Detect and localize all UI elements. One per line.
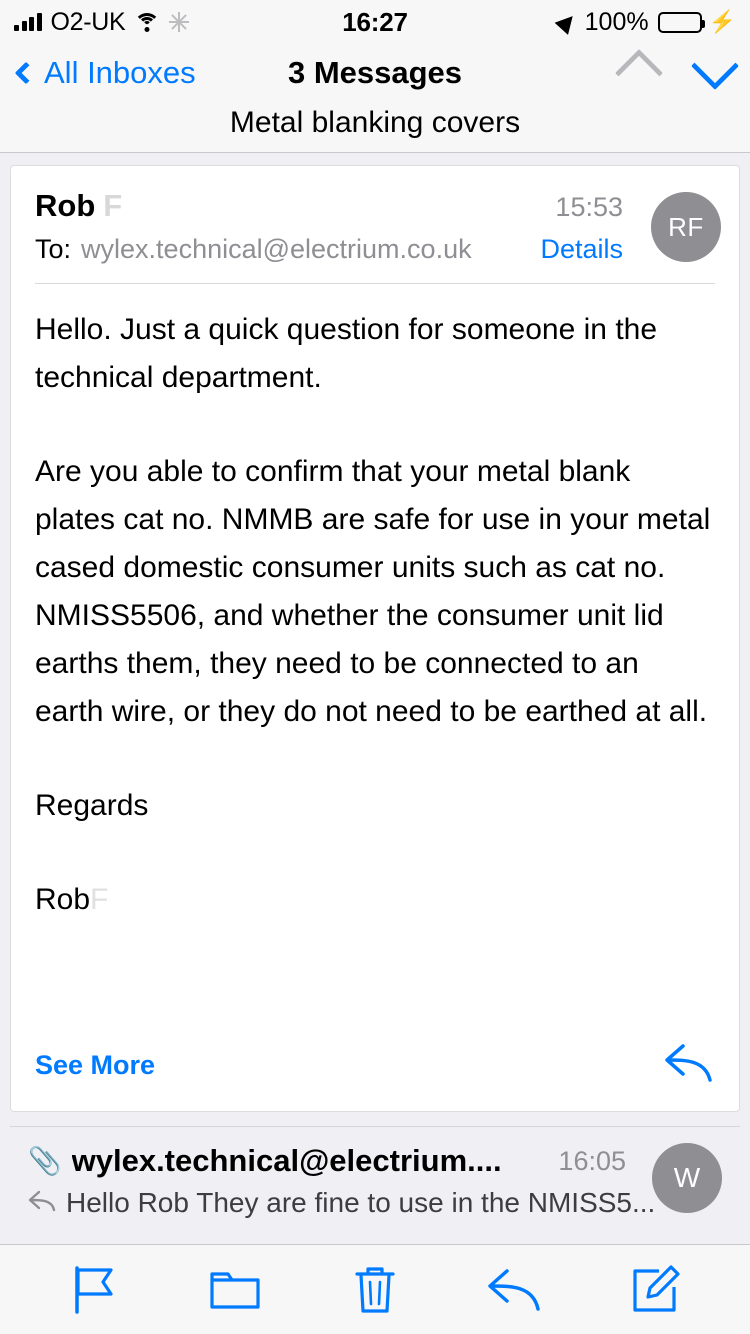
folder-icon[interactable] — [203, 1258, 267, 1322]
message-card[interactable] — [10, 165, 740, 1112]
page-title: 3 Messages — [287, 55, 463, 90]
signature-redacted: F — [90, 883, 109, 916]
status-bar — [0, 0, 750, 44]
signature-name: Rob — [35, 883, 91, 916]
recipient-row — [35, 234, 715, 283]
to-label: To: — [35, 234, 72, 264]
reply-icon[interactable] — [483, 1258, 547, 1322]
preview-sender: wylex.technical@electrium.... — [71, 1143, 502, 1178]
preview-header-row — [28, 1143, 722, 1179]
status-bar-clock: 16:27 — [342, 6, 408, 37]
sender-row — [35, 188, 715, 224]
message-header — [11, 166, 739, 283]
details-link[interactable]: Details — [540, 234, 623, 264]
sender-name: Rob — [35, 188, 96, 223]
to-address: wylex.technical@electrium.co.uk — [81, 234, 472, 264]
thread-subject: Metal blanking covers — [229, 106, 521, 139]
replied-arrow-icon — [28, 1190, 56, 1217]
previous-message-chevron-up-icon[interactable] — [615, 49, 663, 97]
trash-icon[interactable] — [343, 1258, 407, 1322]
next-message-preview[interactable] — [10, 1126, 740, 1219]
message-list — [0, 153, 750, 1244]
compose-icon[interactable] — [624, 1258, 688, 1322]
preview-body-row — [28, 1187, 722, 1219]
message-paragraph: Hello. Just a quick question for someone in the technical department. — [35, 313, 658, 394]
battery-icon — [658, 12, 702, 33]
message-navigation-arrows — [622, 56, 732, 90]
preview-snippet: Hello Rob They are fine to use in the NMISS5... — [66, 1187, 656, 1218]
sender-name-redacted: F — [103, 188, 123, 223]
battery-percent-label: 100% — [584, 7, 649, 36]
message-paragraph: Regards — [35, 789, 149, 822]
preview-avatar: W — [652, 1143, 722, 1213]
paperclip-icon: 📎 — [28, 1146, 62, 1176]
navigation-bar — [0, 44, 750, 153]
chevron-left-icon — [15, 62, 38, 85]
bottom-toolbar — [0, 1244, 750, 1334]
message-footer — [11, 1042, 739, 1111]
carrier-label: O2-UK — [50, 7, 126, 36]
message-timestamp: 15:53 — [555, 192, 623, 222]
charging-bolt-icon: ⚡ — [708, 9, 736, 34]
preview-timestamp: 16:05 — [558, 1145, 626, 1176]
message-body — [11, 284, 739, 1042]
flag-icon[interactable] — [62, 1258, 126, 1322]
next-message-chevron-down-icon[interactable] — [691, 42, 739, 90]
navigation-row — [0, 44, 750, 102]
back-button-all-inboxes[interactable] — [18, 55, 196, 91]
message-paragraph: Are you able to confirm that your metal blank plates cat no. NMMB are safe for use in your metal cased domestic consumer units such as cat no. NMISS5506, and whether the consumer unit lid earths them, they need to be connected to an earth wire, or they do not need to be earthed at all. — [35, 455, 711, 728]
see-more-button[interactable]: See More — [35, 1050, 156, 1080]
reply-icon[interactable] — [663, 1042, 715, 1089]
back-button-label: All Inboxes — [44, 55, 196, 90]
avatar: RF — [651, 192, 721, 262]
message-signature — [35, 876, 715, 924]
